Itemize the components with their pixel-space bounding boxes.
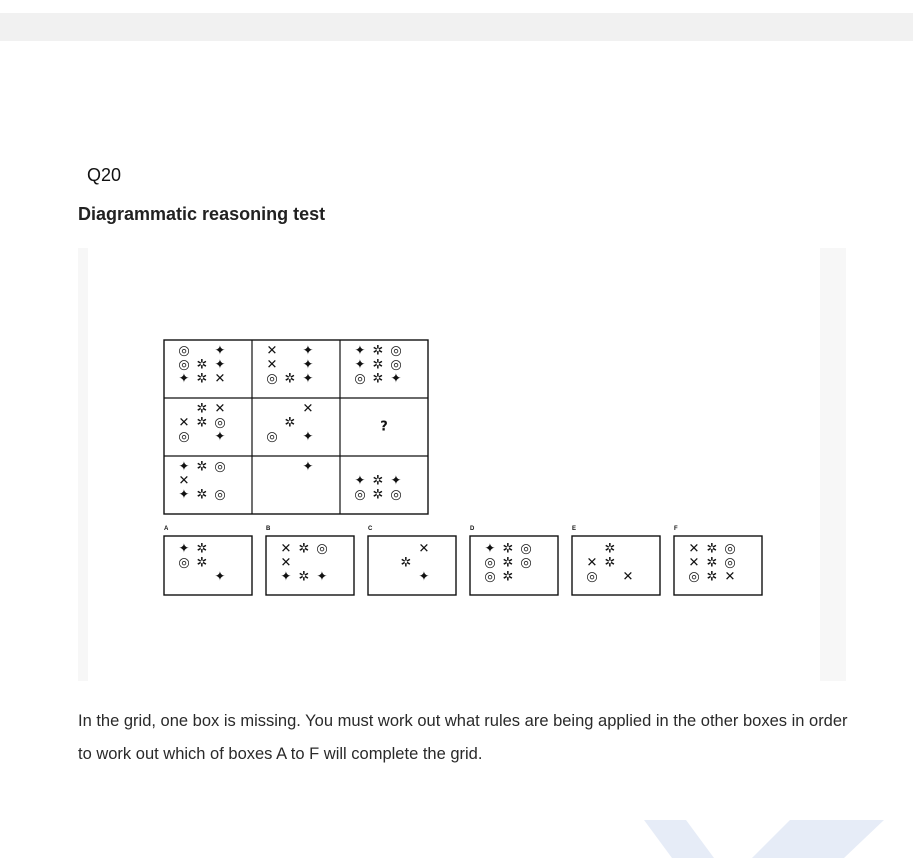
target-icon: ◎: [178, 357, 190, 373]
target-icon: ◎: [266, 371, 278, 387]
asterisk-icon: ✲: [372, 487, 384, 503]
asterisk-icon: ✲: [502, 555, 514, 571]
cross-icon: ✕: [214, 371, 226, 387]
cross-icon: ✕: [280, 541, 292, 557]
star-icon: ✦: [390, 473, 402, 489]
target-icon: ◎: [484, 569, 496, 585]
target-icon: ◎: [390, 487, 402, 503]
star-icon: ✦: [178, 459, 190, 475]
asterisk-icon: ✲: [400, 555, 412, 571]
asterisk-icon: ✲: [706, 555, 718, 571]
star-icon: ✦: [390, 371, 402, 387]
option-label: F: [674, 526, 678, 532]
star-icon: ✦: [214, 429, 226, 445]
star-icon: ✦: [178, 487, 190, 503]
option-label: B: [266, 526, 271, 532]
star-icon: ✦: [302, 343, 314, 359]
asterisk-icon: ✲: [196, 415, 208, 431]
star-icon: ✦: [316, 569, 328, 585]
target-icon: ◎: [390, 357, 402, 373]
option-label: C: [368, 526, 373, 532]
option-label: A: [164, 526, 169, 532]
instructions-text: In the grid, one box is missing. You must work out what rules are being applied in the other boxes in order to work out which of boxes A to F will complete the grid.: [78, 712, 848, 763]
asterisk-icon: ✲: [706, 541, 718, 557]
question-number: Q20: [87, 165, 122, 185]
target-icon: ◎: [724, 541, 736, 557]
asterisk-icon: ✲: [196, 371, 208, 387]
asterisk-icon: ✲: [196, 487, 208, 503]
target-icon: ◎: [354, 487, 366, 503]
star-icon: ✦: [302, 459, 314, 475]
asterisk-icon: ✲: [196, 541, 208, 557]
target-icon: ◎: [520, 541, 532, 557]
cross-icon: ✕: [266, 357, 278, 373]
target-icon: ◎: [214, 459, 226, 475]
cross-icon: ✕: [302, 401, 314, 417]
star-icon: ✦: [214, 357, 226, 373]
option-box: [572, 536, 660, 595]
asterisk-icon: ✲: [298, 541, 310, 557]
star-icon: ✦: [354, 343, 366, 359]
star-icon: ✦: [484, 541, 496, 557]
asterisk-icon: ✲: [372, 357, 384, 373]
target-icon: ◎: [178, 343, 190, 359]
asterisk-icon: ✲: [502, 541, 514, 557]
cross-icon: ✕: [266, 343, 278, 359]
missing-cell-label: ?: [380, 419, 388, 435]
star-icon: ✦: [214, 343, 226, 359]
star-icon: ✦: [178, 371, 190, 387]
asterisk-icon: ✲: [372, 473, 384, 489]
target-icon: ◎: [214, 415, 226, 431]
star-icon: ✦: [302, 429, 314, 445]
target-icon: ◎: [354, 371, 366, 387]
asterisk-icon: ✲: [196, 401, 208, 417]
cross-icon: ✕: [586, 555, 598, 571]
test-title: Diagrammatic reasoning test: [78, 204, 326, 224]
asterisk-icon: ✲: [706, 569, 718, 585]
asterisk-icon: ✲: [196, 555, 208, 571]
target-icon: ◎: [586, 569, 598, 585]
option-box: [470, 536, 558, 595]
target-icon: ◎: [484, 555, 496, 571]
target-icon: ◎: [178, 429, 190, 445]
reasoning-diagram: [88, 248, 820, 681]
asterisk-icon: ✲: [196, 357, 208, 373]
cross-icon: ✕: [214, 401, 226, 417]
cross-icon: ✕: [178, 415, 190, 431]
asterisk-icon: ✲: [372, 343, 384, 359]
star-icon: ✦: [418, 569, 430, 585]
target-icon: ◎: [724, 555, 736, 571]
star-icon: ✦: [354, 473, 366, 489]
option-box: [266, 536, 354, 595]
cross-icon: ✕: [418, 541, 430, 557]
star-icon: ✦: [280, 569, 292, 585]
watermark-logo: [640, 818, 890, 858]
asterisk-icon: ✲: [284, 415, 296, 431]
figure-canvas: [88, 248, 820, 681]
option-box: [674, 536, 762, 595]
asterisk-icon: ✲: [298, 569, 310, 585]
top-bar: [0, 13, 913, 41]
cross-icon: ✕: [178, 473, 190, 489]
target-icon: ◎: [214, 487, 226, 503]
star-icon: ✦: [178, 541, 190, 557]
target-icon: ◎: [178, 555, 190, 571]
asterisk-icon: ✲: [502, 569, 514, 585]
target-icon: ◎: [520, 555, 532, 571]
cross-icon: ✕: [280, 555, 292, 571]
asterisk-icon: ✲: [196, 459, 208, 475]
star-icon: ✦: [302, 357, 314, 373]
option-label: E: [572, 526, 577, 532]
asterisk-icon: ✲: [284, 371, 296, 387]
target-icon: ◎: [266, 429, 278, 445]
figure-panel: [78, 248, 846, 681]
target-icon: ◎: [688, 569, 700, 585]
asterisk-icon: ✲: [372, 371, 384, 387]
cross-icon: ✕: [622, 569, 634, 585]
star-icon: ✦: [302, 371, 314, 387]
option-label: D: [470, 526, 475, 532]
star-icon: ✦: [354, 357, 366, 373]
option-box: [164, 536, 252, 595]
target-icon: ◎: [390, 343, 402, 359]
star-icon: ✦: [214, 569, 226, 585]
cross-icon: ✕: [724, 569, 736, 585]
option-box: [368, 536, 456, 595]
cross-icon: ✕: [688, 555, 700, 571]
target-icon: ◎: [316, 541, 328, 557]
cross-icon: ✕: [688, 541, 700, 557]
asterisk-icon: ✲: [604, 541, 616, 557]
asterisk-icon: ✲: [604, 555, 616, 571]
